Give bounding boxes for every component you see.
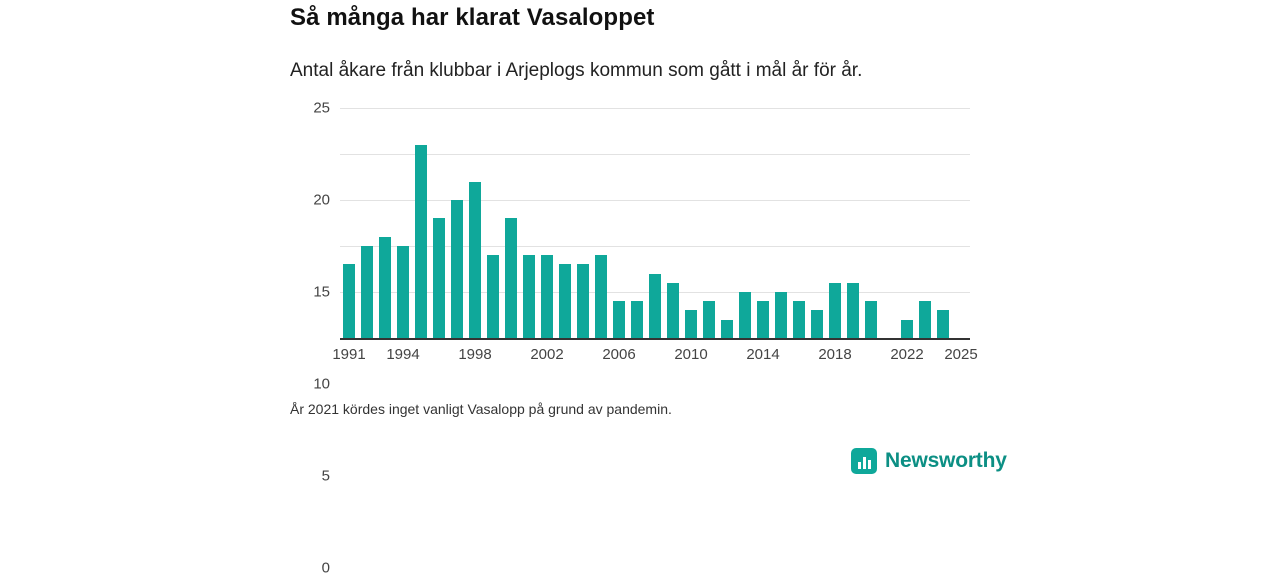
bar-chart-icon <box>851 448 877 474</box>
bar <box>433 218 446 338</box>
bar <box>379 237 392 338</box>
x-axis-tick-label: 2010 <box>674 346 708 363</box>
bar <box>595 255 608 338</box>
x-axis-tick-label: 2006 <box>602 346 636 363</box>
page-subtitle: Antal åkare från klubbar i Arjeplogs kommun som gått i mål år för år. <box>290 60 863 81</box>
bar <box>397 246 410 338</box>
bar <box>793 301 806 338</box>
bar <box>811 310 824 338</box>
x-axis-tick-label: 2022 <box>890 346 924 363</box>
bar <box>451 200 464 338</box>
x-axis-tick-label: 2014 <box>746 346 780 363</box>
x-axis-tick-label: 1998 <box>458 346 492 363</box>
bar <box>361 246 374 338</box>
bar <box>523 255 536 338</box>
bar <box>865 301 878 338</box>
y-axis-tick-label: 10 <box>313 375 330 393</box>
y-axis-tick-label: 5 <box>321 467 330 485</box>
logo-text: Newsworthy <box>885 449 1007 472</box>
bar <box>559 264 572 338</box>
bar <box>631 301 644 338</box>
bar <box>775 292 788 338</box>
bar <box>343 264 356 338</box>
y-axis-tick-label: 15 <box>313 283 330 301</box>
x-axis-tick-label: 1994 <box>386 346 420 363</box>
bar <box>577 264 590 338</box>
bar <box>829 283 842 338</box>
bar <box>667 283 680 338</box>
newsworthy-logo <box>851 448 1007 474</box>
bar-series <box>340 108 970 338</box>
y-axis-tick-label: 0 <box>321 559 330 577</box>
y-axis-tick-label: 25 <box>313 99 330 117</box>
x-axis-tick-label: 1991 <box>332 346 366 363</box>
bar <box>649 274 662 338</box>
bar <box>739 292 752 338</box>
bar <box>487 255 500 338</box>
x-axis-tick-label: 2025 <box>944 346 978 363</box>
bar <box>937 310 950 338</box>
bar <box>703 301 716 338</box>
bar <box>901 320 914 338</box>
bar <box>847 283 860 338</box>
bar <box>721 320 734 338</box>
bar <box>685 310 698 338</box>
bar <box>919 301 932 338</box>
y-axis-tick-label: 20 <box>313 191 330 209</box>
bar <box>505 218 518 338</box>
bar <box>613 301 626 338</box>
x-axis-tick-label: 2018 <box>818 346 852 363</box>
bar <box>415 145 428 338</box>
bar <box>541 255 554 338</box>
x-axis <box>332 338 978 368</box>
page-title: Så många har klarat Vasaloppet <box>290 4 655 31</box>
chart-footnote: År 2021 kördes inget vanligt Vasalopp på grund av pandemin. <box>290 401 672 417</box>
x-axis-tick-label: 2002 <box>530 346 564 363</box>
bar <box>757 301 770 338</box>
bar <box>469 182 482 338</box>
